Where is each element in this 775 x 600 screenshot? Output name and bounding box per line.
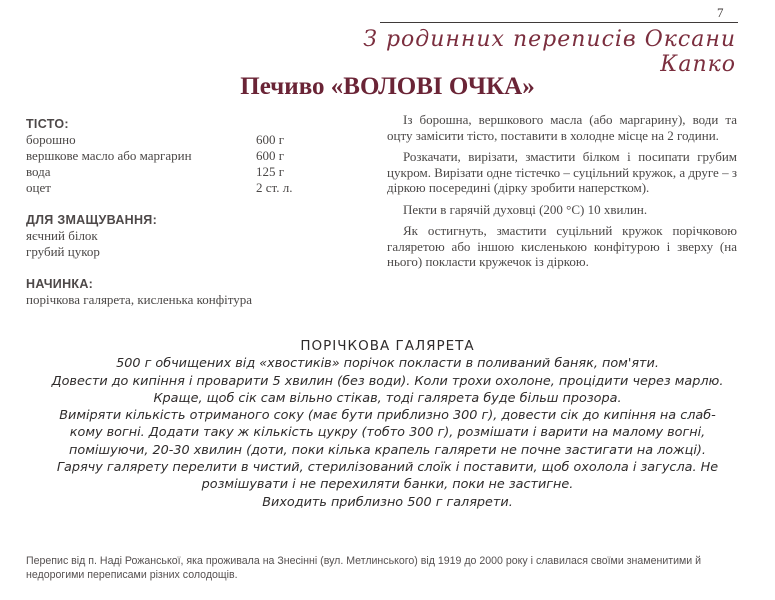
jelly-line: розмішувати і не перехиляти банки, поки не застигне. (201, 477, 574, 493)
jelly-line: помішуючи, 20-30 хвилин (доти, поки кілька крапель галярети не почне застигати на ложці). (69, 442, 706, 458)
recipe-title: Печиво «ВОЛОВІ ОЧКА» (240, 73, 535, 100)
filling-heading: НАЧИНКА: (26, 277, 94, 291)
ingredient-row (26, 228, 346, 244)
ingredient-name: вода (26, 164, 51, 179)
dough-heading: ТІСТО: (26, 117, 69, 131)
ingredient-qty: 600 г (256, 148, 285, 163)
ingredient-name: порічкова галярета, кисленька конфітура (26, 292, 253, 307)
ingredient-row (26, 292, 346, 308)
header-rule (380, 22, 738, 23)
spacer (26, 196, 346, 212)
instruction-paragraph: Із борошна, вершкового масла (або маргарину), води та оцту замісити тісто, поставити в холодне місце на 2 години. (387, 112, 737, 143)
jelly-note (30, 338, 745, 511)
jelly-title: ПОРІЧКОВА ГАЛЯРЕТА (300, 338, 475, 354)
book-title: З родинних переписів Оксани Капко (363, 27, 736, 77)
ingredient-name: грубий цукор (26, 244, 100, 259)
jelly-line: Гарячу галярету перелити в чистий, стерилізований слоїк і поставити, щоб охолола і загусла. Не (56, 460, 719, 476)
ingredient-qty: 2 ст. л. (256, 180, 293, 195)
ingredient-name: яєчний білок (26, 228, 98, 243)
page-number: 7 (717, 5, 724, 20)
jelly-line: Виміряти кількість отриманого соку (має бути приблизно 300 г), довести сік до кипіння на слаб- (59, 408, 716, 424)
ingredient-row (26, 180, 346, 196)
instruction-paragraph: Розкачати, вирізати, змастити білком і посипати грубим цукром. Вирізати одне тістечко – суцільний кружок, а друге – з діркою посередині (дірку зробити наперстком). (387, 149, 737, 195)
instruction-paragraph: Пекти в гарячій духовці (200 °С) 10 хвилин. (403, 201, 648, 217)
ingredient-row (26, 164, 346, 180)
ingredient-row (26, 148, 346, 164)
ingredient-name: вершкове масло або маргарин (26, 148, 192, 163)
ingredient-qty: 600 г (256, 132, 285, 147)
spacer (26, 260, 346, 276)
ingredient-name: борошно (26, 132, 76, 147)
jelly-line: Довести до кипіння і проварити 5 хвилин (без води). Коли трохи охолоне, процідити через марлю. (51, 373, 724, 389)
ingredients-column (26, 116, 346, 308)
ingredient-name: оцет (26, 180, 51, 195)
glaze-heading: ДЛЯ ЗМАЩУВАННЯ: (26, 213, 158, 227)
instruction-paragraph: Як остигнуть, змастити суцільний кружок порічковою галяретою або іншою кисленькою конфітурою і зверху (на нього) покласти кружечок із діркою. (387, 223, 737, 269)
jelly-line: кому вогні. Додати таку ж кількість цукру (тобто 300 г), розмішати і варити на малому вогні, (69, 425, 706, 441)
ingredient-row (26, 244, 346, 260)
instructions-column (387, 112, 737, 276)
footnote: Перепис від п. Наді Рожанської, яка проживала на Знесінні (вул. Метлинського) від 1919 до 2000 року і славилася своїми знаменитими й недорогими переписами різних солодощів. (26, 555, 702, 581)
ingredient-row (26, 132, 346, 148)
jelly-line: 500 г обчищених від «хвостиків» порічок покласти в поливаний баняк, пом'яти. (116, 356, 659, 372)
jelly-line: Краще, щоб сік сам вільно стікав, тоді галярета буде більш прозора. (153, 390, 622, 406)
jelly-line: Виходить приблизно 500 г галярети. (262, 494, 513, 510)
ingredient-qty: 125 г (256, 164, 285, 179)
